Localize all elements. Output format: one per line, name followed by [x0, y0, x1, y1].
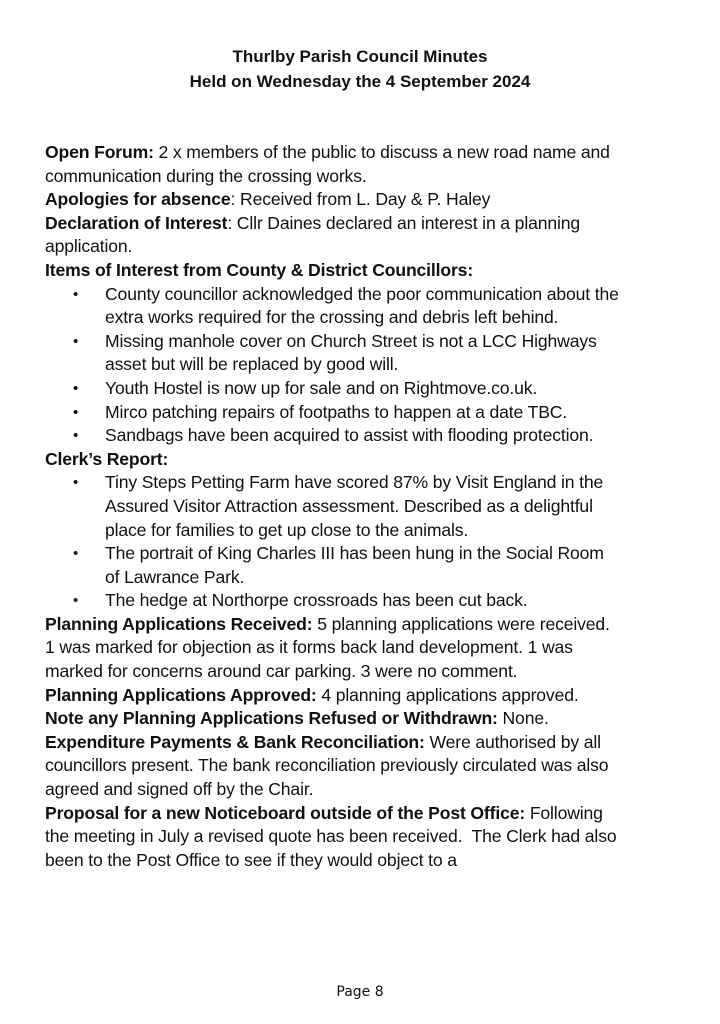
list-item: [45, 589, 685, 613]
section-label: Note any Planning Applications Refused or Withdrawn:: [45, 708, 498, 729]
section-text: : Cllr Daines declared an interest in a planning: [227, 212, 581, 233]
list-item: [45, 424, 685, 448]
section-label: Open Forum:: [45, 142, 154, 162]
section-label: Items of Interest from County & District Councillors:: [45, 259, 474, 280]
section-text: : Received from L. Day & P. Haley: [230, 189, 491, 210]
section-noticeboard: [45, 802, 685, 873]
section-label: Apologies for absence: [45, 189, 231, 210]
bullet-icon: •: [73, 332, 79, 350]
bullet-icon: •: [73, 592, 79, 610]
list-item-text: The hedge at Northorpe crossroads has been cut back.: [105, 590, 528, 611]
list-item: [45, 471, 685, 542]
section-planning-refused: [45, 707, 685, 731]
list-item-text: Youth Hostel is now up for sale and on Rightmove.co.uk.: [105, 377, 538, 398]
section-county-items: [45, 259, 685, 448]
title-line-1: Thurlby Parish Council Minutes: [232, 47, 488, 66]
bullet-icon: •: [73, 474, 79, 492]
bullet-icon: •: [73, 403, 79, 421]
list-item-text: Sandbags have been acquired to assist with flooding protection.: [105, 425, 594, 446]
section-label: Proposal for a new Noticeboard outside of the Post Office:: [45, 802, 526, 823]
title-line-2: Held on Wednesday the 4 September 2024: [189, 72, 531, 91]
list-item: [45, 542, 685, 589]
section-text: the meeting in July a revised quote has been received. The Clerk had also: [45, 826, 617, 847]
section-label: Declaration of Interest: [45, 212, 228, 233]
list-item-text: extra works required for the crossing and debris left behind.: [105, 307, 559, 328]
bullet-icon: •: [73, 285, 79, 303]
list-item: [45, 330, 685, 377]
section-label: Expenditure Payments & Bank Reconciliation:: [45, 731, 425, 752]
section-text: marked for concerns around car parking. 3 were no comment.: [45, 661, 518, 682]
section-text: been to the Post Office to see if they would object to a: [45, 849, 457, 870]
section-planning-received: [45, 613, 685, 684]
section-declaration: [45, 212, 685, 259]
section-open-forum: [45, 141, 685, 188]
section-text: 1 was marked for objection as it forms back land development. 1 was: [45, 637, 573, 658]
section-text: councillors present. The bank reconciliation previously circulated was also: [45, 755, 609, 776]
list-item-text: The portrait of King Charles III has been hung in the Social Room: [105, 543, 604, 564]
bullet-icon: •: [73, 379, 79, 397]
list-item-text: Missing manhole cover on Church Street is not a LCC Highways: [105, 330, 597, 351]
list-item-text: asset but will be replaced by good will.: [105, 354, 399, 375]
list-item-text: Assured Visitor Attraction assessment. Described as a delightful: [105, 495, 593, 516]
list-item: [45, 377, 685, 401]
minutes-body: [45, 141, 685, 872]
list-item-text: of Lawrance Park.: [105, 566, 245, 587]
section-text: 4 planning applications approved.: [316, 684, 579, 705]
section-label: Clerk’s Report:: [45, 448, 169, 469]
document-title: [0, 44, 720, 94]
section-text: communication during the crossing works.: [45, 165, 367, 186]
section-label: Planning Applications Approved:: [45, 684, 317, 705]
section-apologies: [45, 188, 685, 212]
section-text: 2 x members of the public to discuss a new road name and: [153, 142, 610, 162]
list-item-text: place for families to get up close to the animals.: [105, 519, 469, 540]
section-text: None.: [497, 708, 549, 729]
list-item: [45, 401, 685, 425]
bullet-list: [45, 283, 685, 448]
section-text: agreed and signed off by the Chair.: [45, 779, 314, 800]
section-clerks-report: [45, 448, 685, 613]
section-text: 5 planning applications were received.: [312, 613, 610, 634]
bullet-icon: •: [73, 545, 79, 563]
section-planning-approved: [45, 684, 685, 708]
list-item: [45, 283, 685, 330]
section-text: Following: [525, 802, 603, 823]
bullet-list: [45, 471, 685, 613]
list-item-text: County councillor acknowledged the poor communication about the: [105, 283, 619, 304]
list-item-text: Mirco patching repairs of footpaths to happen at a date TBC.: [105, 401, 568, 422]
list-item-text: Tiny Steps Petting Farm have scored 87% by Visit England in the: [105, 472, 604, 493]
section-label: Planning Applications Received:: [45, 613, 313, 634]
section-expenditure: [45, 731, 685, 802]
bullet-icon: •: [73, 427, 79, 445]
section-text: application.: [45, 236, 133, 257]
section-text: Were authorised by all: [424, 731, 601, 752]
page-number: Page 8: [336, 984, 384, 1000]
